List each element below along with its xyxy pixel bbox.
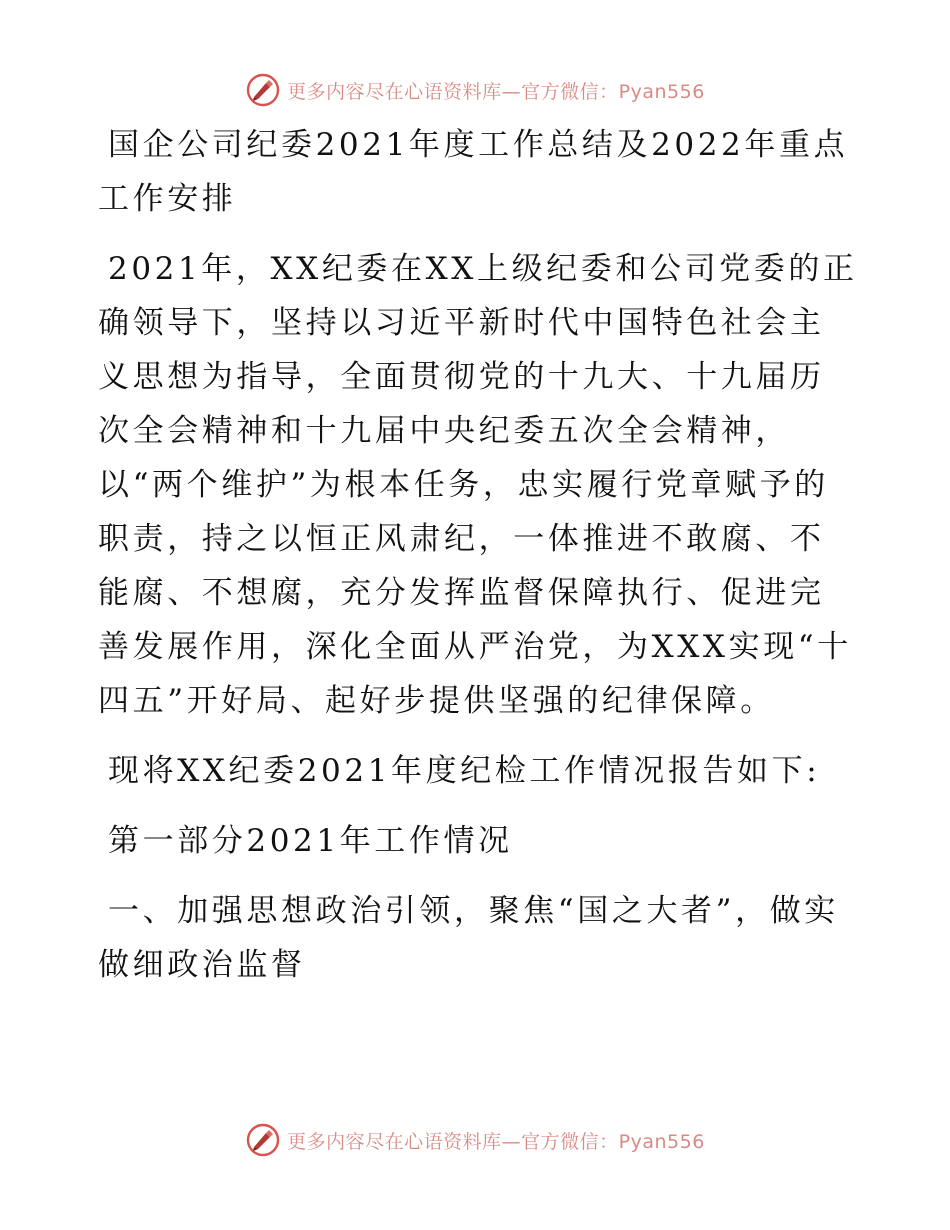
report-line: 现将XX纪委2021年度纪检工作情况报告如下:: [108, 753, 821, 789]
document-body: [98, 118, 858, 992]
section-heading: 一、加强思想政治引领，聚焦“国之大者”，做实做细政治监督: [98, 893, 839, 983]
header-watermark: [0, 68, 950, 112]
pen-logo-icon: [245, 1122, 281, 1158]
part-heading: 第一部分2021年工作情况: [108, 823, 513, 859]
document-title: 国企公司纪委2021年度工作总结及2022年重点工作安排: [98, 127, 849, 217]
pen-logo-icon: [245, 72, 281, 108]
watermark-text: 更多内容尽在心语资料库—官方微信：Pyan556: [287, 80, 705, 103]
footer-watermark: [0, 1118, 950, 1162]
watermark-text: 更多内容尽在心语资料库—官方微信：Pyan556: [287, 1130, 705, 1153]
intro-paragraph: 2021年，XX纪委在XX上级纪委和公司党委的正确领导下，坚持以习近平新时代中国特色社会主义思想为指导，全面贯彻党的十九大、十九届历次全会精神和十九届中央纪委五次全会精神，以“两个维护”为根本任务，忠实履行党章赋予的职责，持之以恒正风肃纪，一体推进不敢腐、不能腐、不想腐，充分发挥监督保障执行、促进完善发展作用，深化全面从严治党，为XXX实现“十四五”开好局、起好步提供坚强的纪律保障。: [98, 251, 858, 719]
